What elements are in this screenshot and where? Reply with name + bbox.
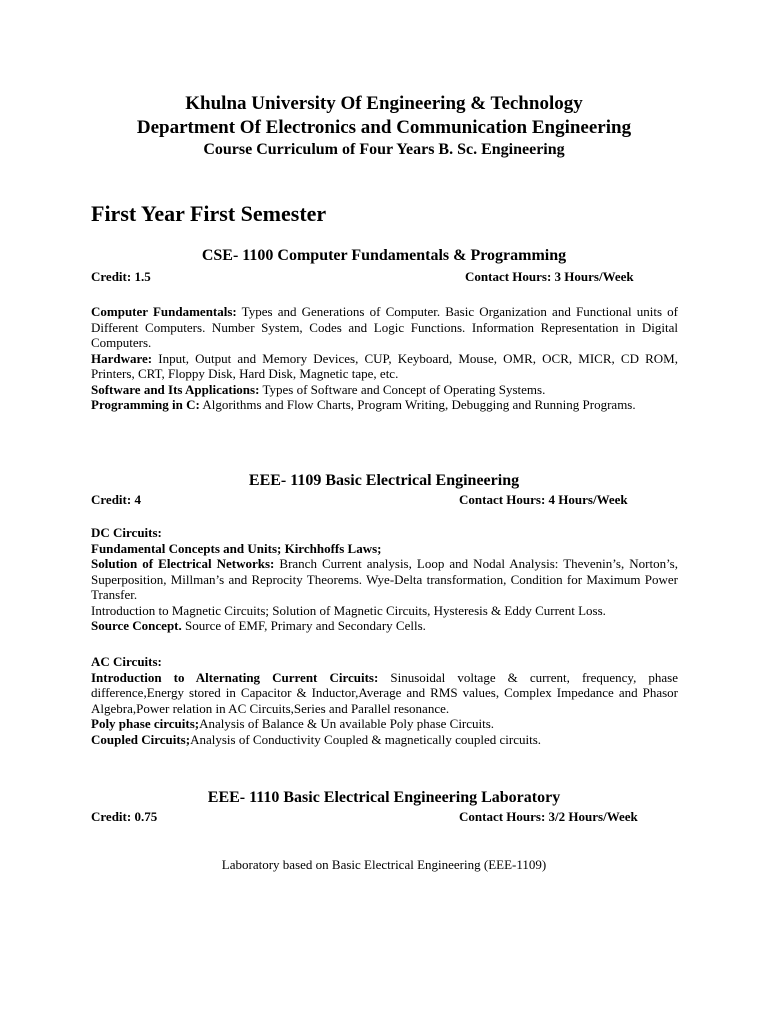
course-hours-cse-1100: Contact Hours: 3 Hours/Week (465, 269, 634, 284)
ac-circuits-heading: AC Circuits: (91, 654, 162, 669)
source-concept-label: Source Concept. (91, 618, 182, 633)
computer-fundamentals-paragraph (91, 304, 678, 351)
dc-fundamentals-line: Fundamental Concepts and Units; Kirchhoffs Laws; (91, 540, 382, 556)
course-credit-cse-1100: Credit: 1.5 (91, 269, 151, 284)
computer-fundamentals-text: Types and Generations of Computer. Basic Organization and Functional units of Different Computers. Number System, Codes and Logic Functions. Information Representation in Digital Computers. (91, 304, 679, 350)
course-hours-eee-1110: Contact Hours: 3/2 Hours/Week (459, 809, 638, 824)
electrical-networks-text: Branch Current analysis, Loop and Nodal Analysis: Thevenin’s, Norton’s, Superposition, Millman’s and Reprocity Theorems. Wye-Delta transformation, Condition for Maximum Power Transfer. (91, 556, 678, 602)
magnetic-circuits-line: Introduction to Magnetic Circuits; Solution of Magnetic Circuits, Hysteresis & Eddy Current Loss. (91, 602, 606, 618)
curriculum-title: Course Curriculum of Four Years B. Sc. Engineering (203, 141, 565, 158)
university-name: Khulna University Of Engineering & Technology (185, 93, 583, 114)
coupled-circuits-label: Coupled Circuits; (91, 731, 191, 747)
course-title-eee-1110: EEE- 1110 Basic Electrical Engineering Laboratory (207, 789, 561, 806)
coupled-circuits-paragraph (91, 732, 678, 748)
programming-paragraph (91, 397, 678, 413)
coupled-circuits-text: Analysis of Conductivity Coupled & magnetically coupled circuits. (190, 731, 542, 747)
programming-label: Programming in C: (91, 397, 200, 412)
dc-circuits-heading: DC Circuits: (91, 525, 162, 540)
electrical-networks-paragraph (91, 556, 678, 603)
poly-phase-text: Analysis of Balance & Un available Poly phase Circuits. (199, 716, 495, 731)
course-credit-eee-1110: Credit: 0.75 (91, 809, 158, 824)
hardware-text: Input, Output and Memory Devices, CUP, Keyboard, Mouse, OMR, OCR, MICR, CD ROM, Printers, CRT, Floppy Disk, Hard Disk, Magnetic tape, etc. (91, 350, 678, 381)
alternating-current-text: Sinusoidal voltage & current, frequency, phase difference,Energy stored in Capacitor & Inductor,Average and RMS values, Complex Impedance and Phasor Algebra,Power relation in AC Circuits,Series and Parallel resonance. (91, 669, 678, 716)
hardware-paragraph (91, 351, 678, 382)
electrical-networks-label: Solution of Electrical Networks: (91, 556, 275, 571)
software-label: Software and Its Applications: (91, 381, 260, 397)
source-concept-paragraph (91, 618, 678, 634)
department-name: Department Of Electronics and Communication Engineering (136, 117, 632, 138)
software-text: Types of Software and Concept of Operating Systems. (259, 381, 546, 397)
semester-title: First Year First Semester (91, 201, 327, 226)
course-description-eee-1110: Laboratory based on Basic Electrical Engineering (EEE-1109) (221, 857, 547, 872)
hardware-label: Hardware: (91, 350, 153, 366)
poly-phase-label: Poly phase circuits; (91, 716, 200, 731)
course-hours-eee-1109: Contact Hours: 4 Hours/Week (459, 492, 628, 507)
ac-circuits-section (91, 654, 678, 747)
poly-phase-paragraph (91, 716, 678, 732)
computer-fundamentals-label: Computer Fundamentals: (91, 304, 237, 319)
course-title-eee-1109: EEE- 1109 Basic Electrical Engineering (248, 472, 520, 489)
software-paragraph (91, 382, 678, 398)
course-description-cse-1100 (91, 304, 678, 413)
source-concept-text: Source of EMF, Primary and Secondary Cells. (181, 618, 426, 633)
course-credit-eee-1109: Credit: 4 (91, 492, 141, 507)
alternating-current-label: Introduction to Alternating Current Circuits: (91, 669, 379, 685)
programming-text: Algorithms and Flow Charts, Program Writing, Debugging and Running Programs. (199, 397, 636, 412)
course-title-cse-1100: CSE- 1100 Computer Fundamentals & Programming (201, 247, 567, 264)
dc-circuits-section (91, 525, 678, 634)
alternating-current-paragraph (91, 670, 678, 717)
